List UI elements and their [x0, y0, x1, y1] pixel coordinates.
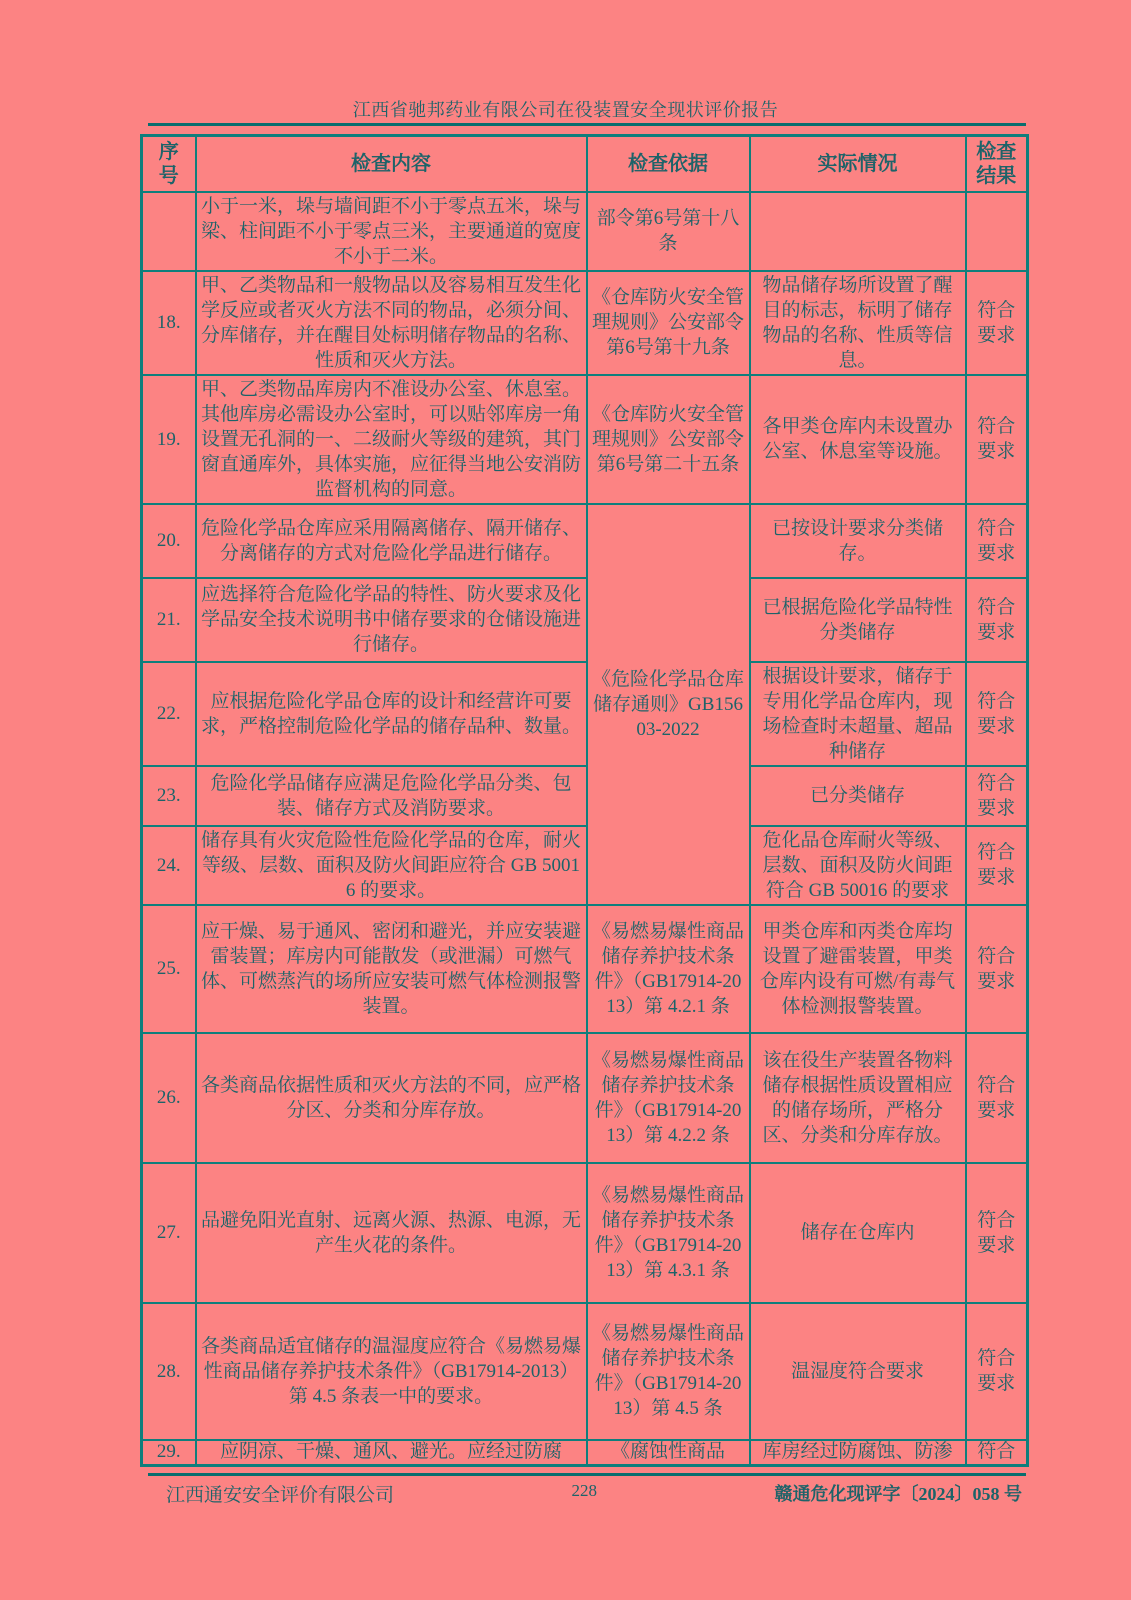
result-cell: 符合要求	[966, 1163, 1028, 1303]
table-row	[142, 375, 1028, 504]
basis-cell: 《仓库防火安全管理规则》公安部令第6号第十九条	[587, 271, 750, 375]
table-header-row	[142, 136, 1028, 192]
content-cell: 应根据危险化学品仓库的设计和经营许可要求，严格控制危险化学品的储存品种、数量。	[196, 662, 587, 766]
table-row	[142, 662, 1028, 766]
inspection-table	[140, 134, 1029, 1467]
row-no-cell: 19.	[142, 375, 196, 504]
table-row	[142, 192, 1028, 271]
row-no-cell: 29.	[142, 1440, 196, 1466]
table-row	[142, 578, 1028, 662]
footer-divider	[148, 1473, 1026, 1476]
result-cell: 符合要求	[966, 766, 1028, 826]
result-cell: 符合要求	[966, 905, 1028, 1033]
table-row	[142, 826, 1028, 905]
result-cell: 符合要求	[966, 504, 1028, 578]
actual-cell: 该在役生产装置各物料储存根据性质设置相应的储存场所，严格分区、分类和分库存放。	[750, 1033, 966, 1163]
result-cell: 符合要求	[966, 662, 1028, 766]
actual-cell: 根据设计要求，储存于专用化学品仓库内，现场检查时未超量、超品种储存	[750, 662, 966, 766]
header-cell-basis: 检查依据	[587, 136, 750, 192]
page-title: 江西省驰邦药业有限公司在役装置安全现状评价报告	[352, 100, 779, 120]
content-cell: 应阴凉、干燥、通风、避光。应经过防腐	[196, 1440, 587, 1466]
header-cell-actual: 实际情况	[750, 136, 966, 192]
page-number: 228	[571, 1481, 597, 1500]
header-cell-content: 检查内容	[196, 136, 587, 192]
table-row	[142, 1440, 1028, 1466]
footer-company: 江西通安安全评价有限公司	[166, 1485, 395, 1506]
result-cell: 符合要求	[966, 1303, 1028, 1440]
content-cell: 各类商品依据性质和灭火方法的不同，应严格分区、分类和分库存放。	[196, 1033, 587, 1163]
content-cell: 应选择符合危险化学品的特性、防火要求及化学品安全技术说明书中储存要求的仓储设施进行储存。	[196, 578, 587, 662]
table-row	[142, 271, 1028, 375]
row-no-cell: 22.	[142, 662, 196, 766]
table-row	[142, 1303, 1028, 1440]
basis-cell: 《腐蚀性商品	[587, 1440, 750, 1466]
basis-cell: 部令第6号第十八条	[587, 192, 750, 271]
table-row	[142, 504, 1028, 578]
row-no-cell: 25.	[142, 905, 196, 1033]
content-cell: 应干燥、易于通风、密闭和避光，并应安装避雷装置；库房内可能散发（或泄漏）可燃气体、可燃蒸汽的场所应安装可燃气体检测报警装置。	[196, 905, 587, 1033]
basis-cell: 《易燃易爆性商品储存养护技术条件》（GB17914-2013）第 4.3.1 条	[587, 1163, 750, 1303]
result-cell: 符合要求	[966, 826, 1028, 905]
result-cell: 符合要求	[966, 375, 1028, 504]
content-cell: 品避免阳光直射、远离火源、热源、电源，无产生火花的条件。	[196, 1163, 587, 1303]
content-cell: 甲、乙类物品和一般物品以及容易相互发生化学反应或者灭火方法不同的物品，必须分间、分库储存，并在醒目处标明储存物品的名称、性质和灭火方法。	[196, 271, 587, 375]
table-row	[142, 766, 1028, 826]
result-cell: 符合要求	[966, 1033, 1028, 1163]
basis-cell: 《仓库防火安全管理规则》公安部令第6号第二十五条	[587, 375, 750, 504]
row-no-cell: 26.	[142, 1033, 196, 1163]
actual-cell: 已按设计要求分类储存。	[750, 504, 966, 578]
row-no-cell: 24.	[142, 826, 196, 905]
row-no-cell: 23.	[142, 766, 196, 826]
actual-cell: 甲类仓库和丙类仓库均设置了避雷装置，甲类仓库内设有可燃/有毒气体检测报警装置。	[750, 905, 966, 1033]
content-cell: 储存具有火灾危险性危险化学品的仓库，耐火等级、层数、面积及防火间距应符合 GB 50016 的要求。	[196, 826, 587, 905]
row-no-cell: 21.	[142, 578, 196, 662]
row-no-cell: 28.	[142, 1303, 196, 1440]
result-cell	[966, 192, 1028, 271]
actual-cell: 危化品仓库耐火等级、层数、面积及防火间距符合 GB 50016 的要求	[750, 826, 966, 905]
basis-cell-merged: 《危险化学品仓库储存通则》GB15603-2022	[587, 504, 750, 905]
result-cell: 符合要求	[966, 578, 1028, 662]
table-row	[142, 905, 1028, 1033]
table-row	[142, 1163, 1028, 1303]
table-row	[142, 1033, 1028, 1163]
row-no-cell	[142, 192, 196, 271]
basis-cell: 《易燃易爆性商品储存养护技术条件》（GB17914-2013）第 4.5 条	[587, 1303, 750, 1440]
actual-cell: 物品储存场所设置了醒目的标志，标明了储存物品的名称、性质等信息。	[750, 271, 966, 375]
content-cell: 危险化学品仓库应采用隔离储存、隔开储存、分离储存的方式对危险化学品进行储存。	[196, 504, 587, 578]
content-cell: 危险化学品储存应满足危险化学品分类、包装、储存方式及消防要求。	[196, 766, 587, 826]
actual-cell: 温湿度符合要求	[750, 1303, 966, 1440]
header-cell-result: 检查结果	[966, 136, 1028, 192]
row-no-cell: 18.	[142, 271, 196, 375]
actual-cell: 各甲类仓库内未设置办公室、休息室等设施。	[750, 375, 966, 504]
header-cell-no	[142, 136, 196, 192]
actual-cell: 已分类储存	[750, 766, 966, 826]
header-no-label: 序号	[158, 140, 179, 187]
footer-doc-number: 赣通危化现评字〔2024〕058 号	[774, 1484, 1022, 1504]
content-cell: 各类商品适宜储存的温湿度应符合《易燃易爆性商品储存养护技术条件》（GB17914-2013）第 4.5 条表一中的要求。	[196, 1303, 587, 1440]
content-cell: 甲、乙类物品库房内不准设办公室、休息室。其他库房必需设办公室时，可以贴邻库房一角设置无孔洞的一、二级耐火等级的建筑，其门窗直通库外，具体实施，应征得当地公安消防监督机构的同意。	[196, 375, 587, 504]
actual-cell: 库房经过防腐蚀、防渗	[750, 1440, 966, 1466]
basis-cell: 《易燃易爆性商品储存养护技术条件》（GB17914-2013）第 4.2.1 条	[587, 905, 750, 1033]
row-no-cell: 27.	[142, 1163, 196, 1303]
content-cell: 小于一米，垛与墙间距不小于零点五米，垛与梁、柱间距不小于零点三米，主要通道的宽度不小于二米。	[196, 192, 587, 271]
basis-cell: 《易燃易爆性商品储存养护技术条件》（GB17914-2013）第 4.2.2 条	[587, 1033, 750, 1163]
result-cell: 符合要求	[966, 271, 1028, 375]
actual-cell: 已根据危险化学品特性分类储存	[750, 578, 966, 662]
actual-cell: 储存在仓库内	[750, 1163, 966, 1303]
page-footer	[148, 1480, 1026, 1507]
actual-cell	[750, 192, 966, 271]
title-divider	[148, 123, 1026, 126]
row-no-cell: 20.	[142, 504, 196, 578]
result-cell: 符合	[966, 1440, 1028, 1466]
